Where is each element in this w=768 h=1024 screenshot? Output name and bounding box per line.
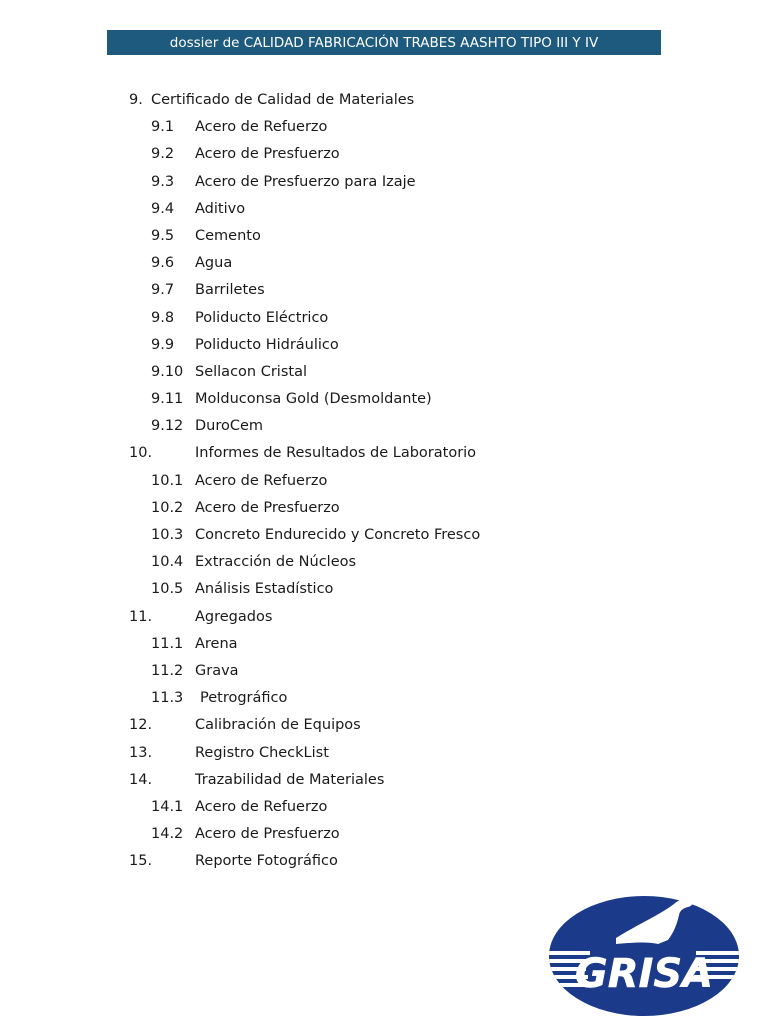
toc-subsection xyxy=(0,141,768,168)
toc-number: 10.2 xyxy=(151,499,184,516)
toc-number: 14.1 xyxy=(151,798,184,815)
toc-number: 9.10 xyxy=(151,363,184,380)
toc-title: Concreto Endurecido y Concreto Fresco xyxy=(195,527,481,543)
toc-subsection xyxy=(0,658,768,685)
toc-section xyxy=(0,87,768,114)
toc-subsection xyxy=(0,685,768,712)
toc-title: Arena xyxy=(195,635,238,652)
toc-subsection xyxy=(0,522,768,549)
toc-title: Molduconsa Gold (Desmoldante) xyxy=(195,391,432,408)
eagle-logo-icon xyxy=(546,894,742,1018)
toc-subsection xyxy=(0,114,768,141)
toc-number: 11.1 xyxy=(151,635,184,652)
toc-number: 15. xyxy=(129,853,153,870)
toc-title: Trazabilidad de Materiales xyxy=(195,771,385,788)
toc-number: 9.5 xyxy=(151,227,175,244)
toc-number: 10. xyxy=(129,445,153,462)
toc-number: 13. xyxy=(129,744,153,761)
toc-subsection xyxy=(0,386,768,413)
toc-subsection xyxy=(0,250,768,277)
toc-subsection xyxy=(0,413,768,440)
toc-title: Registro CheckList xyxy=(195,744,329,761)
toc-subsection xyxy=(0,332,768,359)
toc-title: Acero de Refuerzo xyxy=(195,472,328,489)
toc-number: 9.7 xyxy=(151,282,175,299)
toc-title: Acero de Presfuerzo xyxy=(195,146,340,163)
toc-title: Agregados xyxy=(195,608,273,625)
toc-number: 10.3 xyxy=(151,527,184,543)
toc-title: Extracción de Núcleos xyxy=(195,554,357,571)
toc-title: Acero de Presfuerzo xyxy=(195,499,340,516)
toc-subsection xyxy=(0,305,768,332)
toc-title: Reporte Fotográfico xyxy=(195,853,338,870)
toc-title: DuroCem xyxy=(195,418,264,435)
document-header xyxy=(107,30,661,55)
toc-number: 14.2 xyxy=(151,826,184,843)
toc-title: Acero de Presfuerzo para Izaje xyxy=(195,173,416,190)
toc-number: 9.6 xyxy=(151,255,175,272)
toc-subsection xyxy=(0,495,768,522)
toc-title: Acero de Refuerzo xyxy=(195,798,328,815)
toc-number: 9.2 xyxy=(151,146,175,163)
toc-subsection xyxy=(0,794,768,821)
toc-subsection xyxy=(0,631,768,658)
toc-subsection xyxy=(0,576,768,603)
table-of-contents xyxy=(0,87,768,875)
toc-title: Petrográfico xyxy=(200,690,288,707)
toc-number: 9.4 xyxy=(151,200,175,217)
toc-section xyxy=(0,712,768,739)
toc-subsection xyxy=(0,169,768,196)
toc-subsection xyxy=(0,196,768,223)
toc-section xyxy=(0,740,768,767)
toc-title: Grava xyxy=(195,662,239,679)
toc-subsection xyxy=(0,468,768,495)
company-logo xyxy=(546,894,742,1018)
toc-subsection xyxy=(0,277,768,304)
toc-subsection xyxy=(0,821,768,848)
toc-number: 11.2 xyxy=(151,662,184,679)
toc-title: Poliducto Hidráulico xyxy=(195,336,339,353)
toc-title: Acero de Refuerzo xyxy=(195,119,328,136)
toc-number: 12. xyxy=(129,717,153,734)
toc-number: 10.5 xyxy=(151,581,184,598)
document-title: dossier de CALIDAD FABRICACIÓN TRABES AASHTO TIPO III Y IV xyxy=(169,34,599,51)
toc-number: 11.3 xyxy=(151,690,184,707)
toc-number: 10.4 xyxy=(151,554,184,571)
toc-title: Poliducto Eléctrico xyxy=(195,309,329,326)
toc-title: Informes de Resultados de Laboratorio xyxy=(195,445,477,462)
toc-number: 9.12 xyxy=(151,418,184,435)
toc-section xyxy=(0,440,768,467)
toc-number: 9.1 xyxy=(151,119,175,136)
toc-subsection xyxy=(0,223,768,250)
toc-title: Barriletes xyxy=(195,282,265,299)
toc-title: Cemento xyxy=(195,227,261,244)
toc-section xyxy=(0,604,768,631)
toc-title: Certificado de Calidad de Materiales xyxy=(151,92,415,108)
toc-title: Calibración de Equipos xyxy=(195,717,361,734)
toc-title: Acero de Presfuerzo xyxy=(195,826,340,843)
toc-title: Aditivo xyxy=(195,200,246,217)
toc-section xyxy=(0,848,768,875)
toc-number: 9.3 xyxy=(151,173,175,190)
toc-number: 9. xyxy=(129,92,143,108)
toc-subsection xyxy=(0,359,768,386)
logo-text: GRISA xyxy=(574,951,714,997)
toc-title: Agua xyxy=(195,255,233,272)
toc-title: Sellacon Cristal xyxy=(195,363,307,380)
toc-number: 14. xyxy=(129,771,153,788)
toc-subsection xyxy=(0,549,768,576)
toc-title: Análisis Estadístico xyxy=(195,581,334,598)
toc-number: 9.11 xyxy=(151,391,184,408)
toc-number: 10.1 xyxy=(151,472,184,489)
toc-number: 11. xyxy=(129,608,153,625)
toc-number: 9.9 xyxy=(151,336,175,353)
toc-number: 9.8 xyxy=(151,309,175,326)
toc-section xyxy=(0,767,768,794)
